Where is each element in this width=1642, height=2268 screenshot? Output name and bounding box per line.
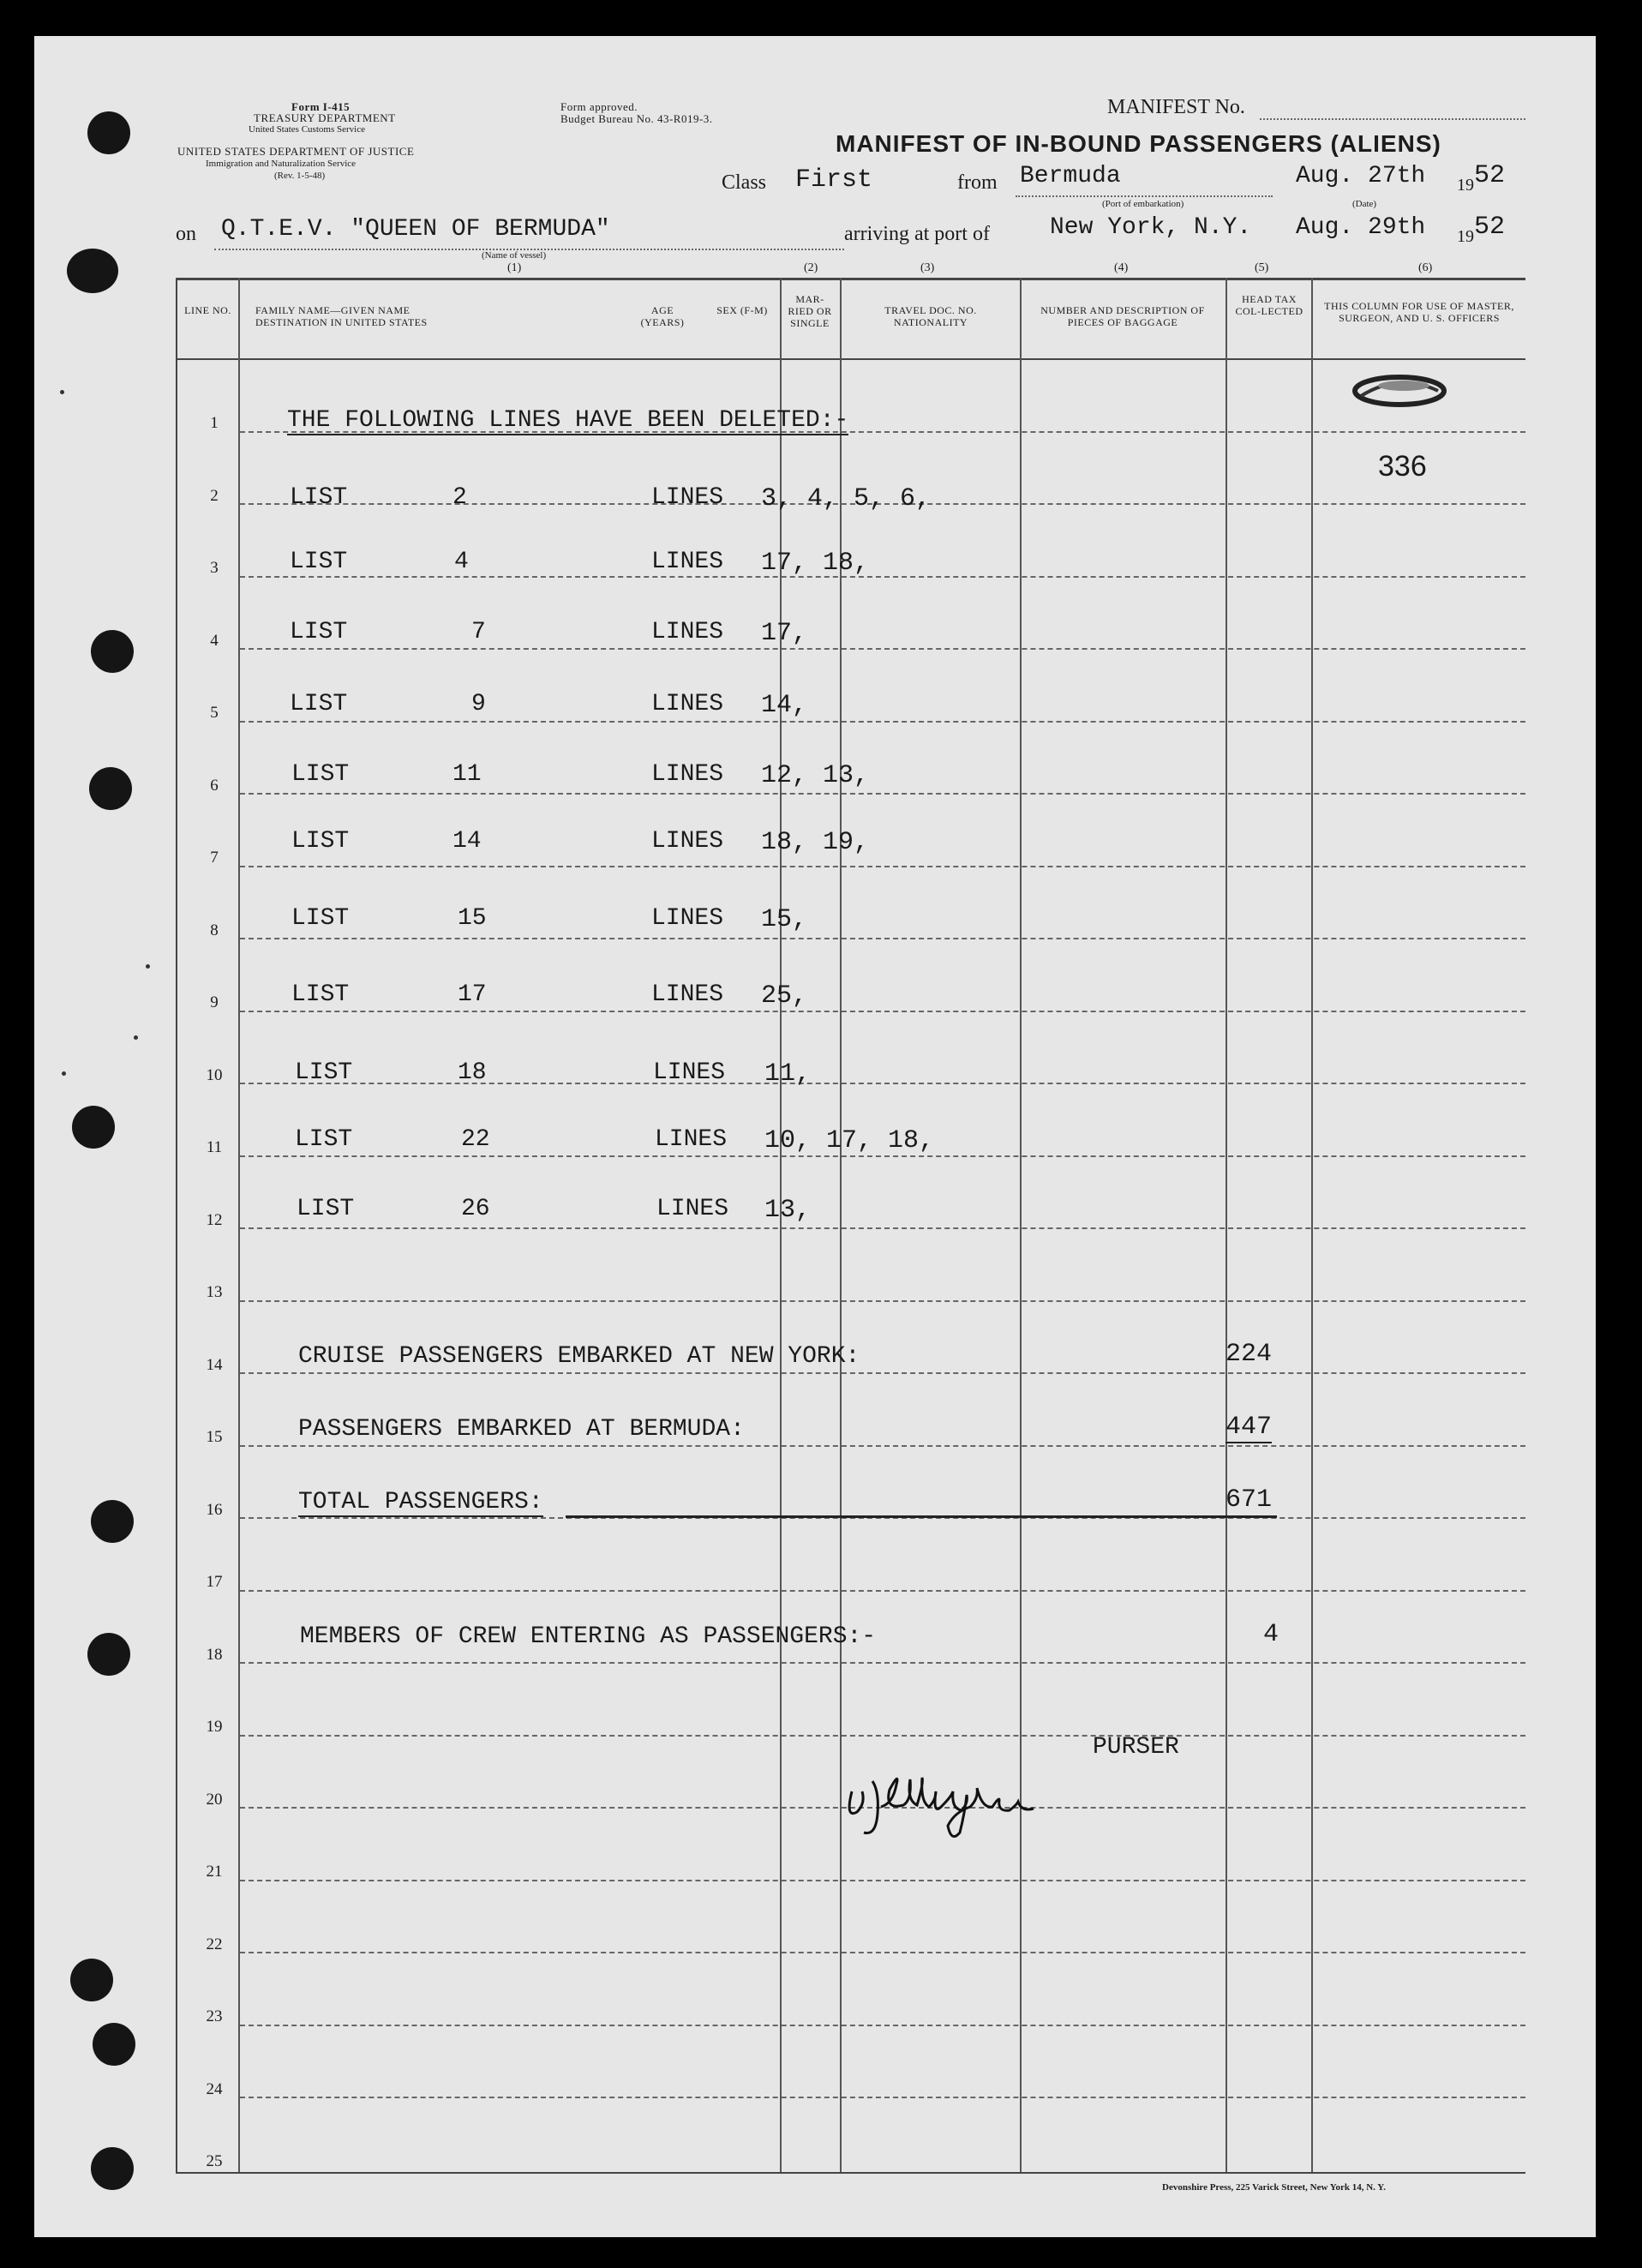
column-divider-head-tax (1226, 278, 1227, 2172)
column-divider-officers (1311, 278, 1313, 2172)
line-number: 20 (206, 1790, 223, 1809)
entry-list-number: 15 (458, 905, 487, 932)
punch-hole (87, 1633, 130, 1676)
customs-service: United States Customs Service (249, 124, 365, 135)
entry-list-label: LIST (291, 981, 350, 1008)
entry-line-values: 17, 18, (761, 549, 870, 578)
column-number-4: (4) (1114, 261, 1129, 274)
entry-line-values: 25, (761, 981, 808, 1011)
deleted-lines-heading: THE FOLLOWING LINES HAVE BEEN DELETED:- (287, 407, 849, 434)
line-number: 17 (206, 1573, 223, 1591)
from-port-value: Bermuda (1020, 163, 1121, 189)
col-header-destination: DESTINATION IN UNITED STATES (255, 316, 428, 328)
line-number: 16 (206, 1500, 223, 1519)
entry-list-label: LIST (297, 1196, 355, 1222)
entry-list-label: LIST (290, 549, 348, 575)
line-number: 11 (206, 1138, 223, 1156)
embark-date-value: Aug. 27th (1296, 163, 1426, 189)
entry-lines-label: LINES (651, 619, 724, 645)
line-number: 24 (206, 2079, 223, 2098)
entry-line-values: 14, (761, 691, 808, 720)
arriving-label: arriving at port of (844, 223, 990, 245)
line-number: 23 (206, 2007, 223, 2025)
table-bottom-rule (176, 2172, 1525, 2174)
entry-lines-label: LINES (651, 549, 724, 575)
entry-lines-label: LINES (651, 761, 724, 788)
row-line (240, 1011, 1525, 1012)
col-header-sex: SEX (F-M) (716, 304, 768, 316)
entry-line-values: 3, 4, 5, 6, (761, 484, 932, 513)
row-line (240, 648, 1525, 650)
arrival-date-value: Aug. 29th (1296, 214, 1426, 241)
entry-line-values: 17, (761, 619, 808, 648)
entry-list-number: 7 (471, 619, 486, 645)
line-number: 6 (210, 776, 219, 795)
embark-year-value: 52 (1474, 161, 1506, 190)
line-number: 2 (210, 486, 219, 505)
purser-signature-icon (840, 1740, 1046, 1843)
line-number: 21 (206, 1863, 223, 1881)
line-number: 18 (206, 1645, 223, 1664)
punch-hole (91, 630, 134, 673)
printer-imprint: Devonshire Press, 225 Varick Street, New York 14, N. Y. (1162, 2182, 1386, 2193)
entry-lines-label: LINES (651, 828, 724, 855)
col-header-travel-doc: TRAVEL DOC. NO. (884, 304, 977, 316)
entry-line-values: 18, 19, (761, 828, 870, 857)
page-title: MANIFEST OF IN-BOUND PASSENGERS (ALIENS) (836, 130, 1441, 157)
revision-date: (Rev. 1-5-48) (274, 171, 326, 181)
col-header-nationality: NATIONALITY (893, 316, 968, 328)
line-number: 5 (210, 704, 219, 722)
row-line (240, 1735, 1525, 1737)
bermuda-passengers-value: 447 (1226, 1413, 1273, 1442)
entry-lines-label: LINES (653, 1059, 726, 1086)
punch-hole (67, 249, 118, 293)
paper-speck (62, 1071, 66, 1076)
row-line (240, 1590, 1525, 1592)
line-number: 13 (206, 1283, 223, 1301)
paper-speck (134, 1035, 138, 1040)
bermuda-passengers-label: PASSENGERS EMBARKED AT BERMUDA: (298, 1416, 745, 1443)
budget-bureau: Budget Bureau No. 43-R019-3. (560, 112, 713, 125)
arrival-year-prefix: 19 (1457, 227, 1474, 246)
column-number-1: (1) (507, 261, 522, 274)
row-line (240, 1445, 1525, 1447)
col-header-baggage: NUMBER AND DESCRIPTION OF PIECES OF BAGGAGE (1040, 304, 1205, 328)
column-divider-baggage (1020, 278, 1022, 2172)
punch-hole (70, 1959, 113, 2001)
row-line (240, 1300, 1525, 1302)
row-line (240, 793, 1525, 795)
stamp-number: 336 (1378, 450, 1427, 483)
entry-list-label: LIST (295, 1059, 353, 1086)
entry-line-values: 15, (761, 905, 808, 934)
line-number: 4 (210, 631, 219, 650)
line-number: 7 (210, 849, 219, 867)
row-line (240, 1880, 1525, 1881)
entry-list-number: 26 (461, 1196, 490, 1222)
arrival-year-value: 52 (1474, 213, 1506, 242)
row-line (240, 1372, 1525, 1374)
punch-hole (93, 2023, 135, 2066)
entry-line-values: 10, 17, 18, (764, 1126, 935, 1155)
row-line (240, 721, 1525, 723)
immigration-service: Immigration and Naturalization Service (206, 159, 357, 169)
entry-list-label: LIST (291, 828, 350, 855)
entry-list-label: LIST (291, 761, 350, 788)
line-number: 25 (206, 2152, 223, 2170)
on-label: on (176, 223, 196, 245)
col-header-married: MAR-RIED OR SINGLE (788, 293, 832, 329)
col-header-age: AGE (YEARS) (640, 304, 685, 328)
row-line (240, 1952, 1525, 1953)
row-line (240, 1662, 1525, 1664)
row-line (240, 2025, 1525, 2026)
entry-list-label: LIST (291, 905, 350, 932)
entry-lines-label: LINES (651, 905, 724, 932)
line-number: 19 (206, 1718, 223, 1736)
crew-passengers-value: 4 (1263, 1620, 1279, 1649)
treasury-department: TREASURY DEPARTMENT (254, 111, 396, 124)
entry-lines-label: LINES (651, 484, 724, 511)
col-header-head-tax: HEAD TAX COL-LECTED (1235, 293, 1303, 317)
col-header-family-name: FAMILY NAME—GIVEN NAME (255, 304, 410, 316)
row-line (240, 2097, 1525, 2098)
manifest-no-label: MANIFEST No. (1107, 96, 1245, 118)
form-number: Form I-415 (291, 100, 351, 113)
line-number: 8 (210, 921, 219, 939)
entry-lines-label: LINES (656, 1196, 729, 1222)
vessel-value: Q.T.E.V. "QUEEN OF BERMUDA" (221, 216, 610, 243)
row-line (240, 866, 1525, 867)
line-number: 14 (206, 1355, 223, 1374)
row-line (240, 1227, 1525, 1229)
line-number: 3 (210, 559, 219, 577)
entry-list-number: 22 (461, 1126, 490, 1153)
line-number: 22 (206, 1935, 223, 1953)
from-port-line (1016, 195, 1273, 197)
entry-list-number: 17 (458, 981, 487, 1008)
total-passengers-value: 671 (1226, 1485, 1273, 1515)
cruise-passengers-value: 224 (1226, 1340, 1273, 1369)
entry-list-number: 18 (458, 1059, 487, 1086)
entry-list-number: 2 (452, 484, 467, 511)
class-label: Class (722, 171, 767, 194)
column-number-2: (2) (804, 261, 818, 274)
crew-passengers-label: MEMBERS OF CREW ENTERING AS PASSENGERS:- (300, 1623, 877, 1650)
entry-line-values: 12, 13, (761, 761, 870, 790)
column-number-3: (3) (920, 261, 935, 274)
total-underline (566, 1515, 1277, 1518)
entry-list-number: 14 (452, 828, 482, 855)
port-embarkation-caption: (Port of embarkation) (1102, 199, 1184, 209)
manifest-no-line (1260, 118, 1525, 120)
entry-list-label: LIST (295, 1126, 353, 1153)
form-approved: Form approved. (560, 100, 638, 113)
embark-year-prefix: 19 (1457, 176, 1474, 195)
line-number: 12 (206, 1210, 223, 1229)
entry-list-label: LIST (290, 484, 348, 511)
entry-list-number: 11 (452, 761, 482, 788)
punch-hole (87, 111, 130, 154)
entry-line-values: 13, (764, 1196, 812, 1225)
line-number: 1 (210, 414, 219, 432)
row-line (240, 938, 1525, 939)
entry-lines-label: LINES (651, 981, 724, 1008)
row-line (240, 576, 1525, 578)
cruise-passengers-label: CRUISE PASSENGERS EMBARKED AT NEW YORK: (298, 1343, 860, 1370)
column-number-6: (6) (1418, 261, 1433, 274)
from-label: from (957, 171, 998, 194)
punch-hole (91, 1500, 134, 1543)
col-header-officers: THIS COLUMN FOR USE OF MASTER, SURGEON, AND U. S. OFFICERS (1324, 300, 1514, 324)
line-number: 15 (206, 1428, 223, 1446)
table-top-rule (176, 278, 1525, 280)
punch-hole (72, 1106, 115, 1149)
line-number: 10 (206, 1065, 223, 1084)
purser-label: PURSER (1093, 1734, 1179, 1761)
paper-speck (146, 964, 150, 969)
line-number: 9 (210, 993, 219, 1011)
arrival-port-value: New York, N.Y. (1050, 214, 1252, 241)
department-of-justice: UNITED STATES DEPARTMENT OF JUSTICE (177, 145, 415, 158)
entry-lines-label: LINES (655, 1126, 728, 1153)
date-caption: (Date) (1352, 199, 1377, 209)
entry-lines-label: LINES (651, 691, 724, 717)
row-line (240, 1083, 1525, 1084)
entry-list-number: 9 (471, 691, 486, 717)
total-passengers-label: TOTAL PASSENGERS: (298, 1489, 543, 1515)
column-number-5: (5) (1255, 261, 1269, 274)
vessel-caption: (Name of vessel) (482, 250, 547, 261)
inspection-stamp-icon (1344, 367, 1455, 418)
punch-hole (89, 767, 132, 810)
class-value: First (795, 165, 873, 195)
table-header-rule (176, 358, 1525, 360)
entry-list-number: 4 (454, 549, 469, 575)
punch-hole (91, 2147, 134, 2190)
col-header-line-no: LINE NO. (184, 304, 231, 316)
entry-list-label: LIST (290, 691, 348, 717)
paper-speck (60, 390, 64, 394)
entry-list-label: LIST (290, 619, 348, 645)
entry-line-values: 11, (764, 1059, 812, 1089)
